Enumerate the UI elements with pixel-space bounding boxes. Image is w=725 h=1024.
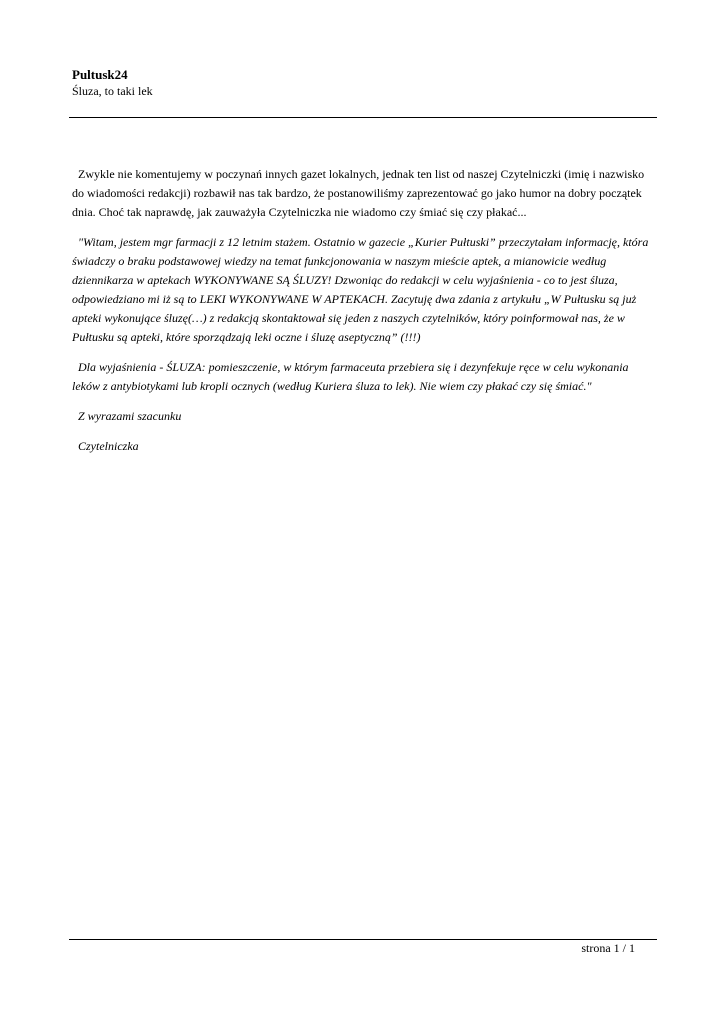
letter-closing: Z wyrazami szacunku <box>78 409 182 423</box>
article-title: Śluza, to taki lek <box>72 84 153 98</box>
footer-divider <box>69 939 657 940</box>
letter-paragraph: "Witam, jestem mgr farmacji z 12 letnim stażem. Ostatnio w gazecie „Kurier Pułtuski” przeczytałam informację, która świadczy o braku podstawowej wiedzy na temat funkcjonowania w naszym mieście aptek, a mianowicie według dziennikarza w aptekach WYKONYWANE SĄ ŚLUZY! Dzwoniąc do redakcji w celu wyjaśnienia - co to jest śluza, odpowiedziano mi iż są to LEKI WYKONYWANE W APTEKACH. Zacytuję dwa zdania z artykułu „W Pułtusku są już apteki wykonujące śluzę(…) z redakcją skontaktował się jeden z naszych czytelników, który poinformował nas, że w Pułtusku są apteki, które sporządzają leki oczne i śluzę aseptyczną” (!!!) <box>72 235 649 344</box>
letter-signature: Czytelniczka <box>78 439 139 453</box>
intro-paragraph: Zwykle nie komentujemy w poczynań innych gazet lokalnych, jednak ten list od naszej Czytelniczki (imię i nazwisko do wiadomości redakcji) rozbawił nas tak bardzo, że postanowiliśmy zaprezentować go jako humor na dobry początek dnia. Choć tak naprawdę, jak zauważyła Czytelniczka nie wiadomo czy śmiać się czy płakać... <box>72 167 645 219</box>
letter-explanation-paragraph: Dla wyjaśnienia - ŚLUZA: pomieszczenie, w którym farmaceuta przebiera się i dezynfekuje ręce w celu wykonania leków z antybiotykami lub kropli ocznych (według Kuriera śluza to lek). Nie wiem czy płakać czy się śmiać." <box>72 360 629 393</box>
document-header <box>72 67 662 99</box>
header-divider <box>69 117 657 118</box>
site-name: Pultusk24 <box>72 67 128 82</box>
page-number: strona 1 / 1 <box>581 941 635 955</box>
article-body <box>72 165 658 467</box>
